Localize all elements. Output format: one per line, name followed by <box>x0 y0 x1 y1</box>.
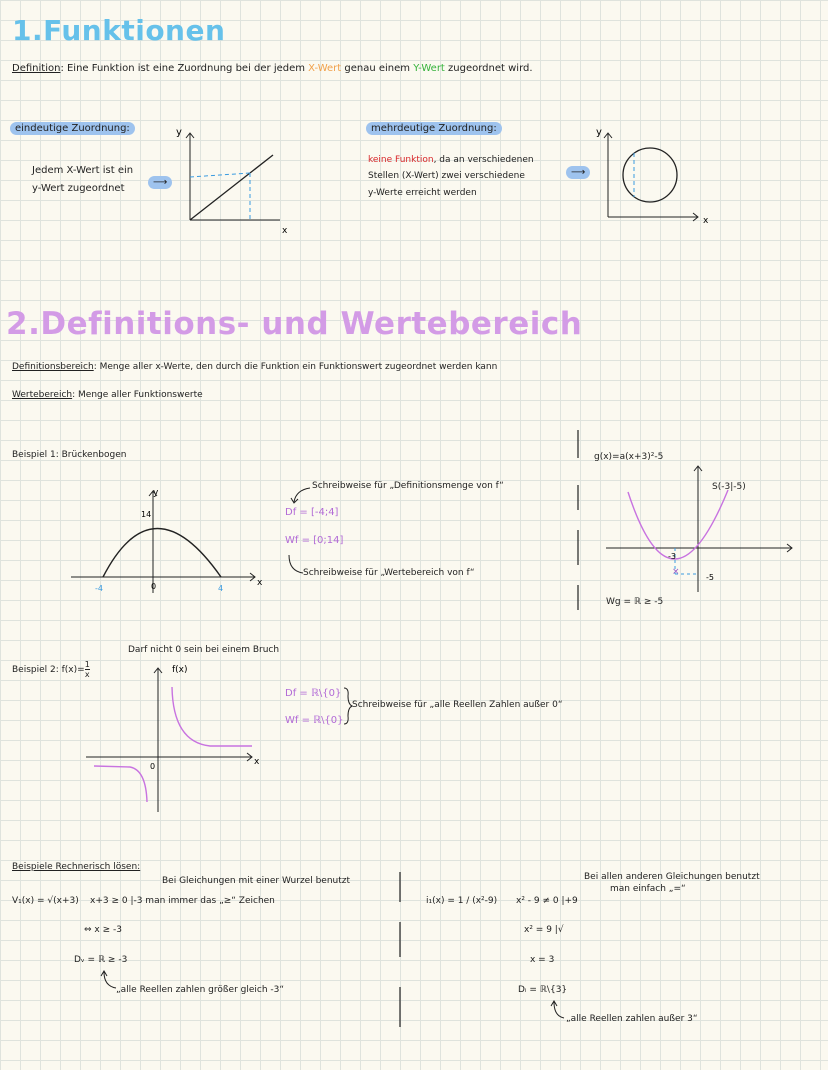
eindeutig-text2: y-Wert zugeordnet <box>32 183 125 194</box>
b2-zero: 0 <box>150 762 156 771</box>
note-other1: Bei allen anderen Gleichungen benutzt <box>584 872 760 882</box>
axis-x-label: x <box>282 226 288 236</box>
s-label: S(-3|-5) <box>712 482 746 492</box>
v-eq: x+3 ≥ 0 |-3 man immer das „≥“ Zeichen <box>90 896 275 906</box>
section3-label: Beispiele Rechnerisch lösen: <box>12 862 141 872</box>
eindeutig-label: eindeutige Zuordnung: <box>10 122 135 135</box>
g-graph <box>600 462 800 602</box>
definition-text-pre: : Eine Funktion ist eine Zuordnung bei der jedem <box>60 63 309 74</box>
b2-fx: f(x) <box>172 665 188 675</box>
note-werte: Schreibweise für „Wertebereich von f“ <box>303 568 475 578</box>
b1-top: 14 <box>141 510 152 519</box>
v-domain: Dᵥ = ℝ ≥ -3 <box>74 955 128 965</box>
note-def: Schreibweise für „Definitionsmenge von f“ <box>312 481 504 491</box>
wf-text: Wf = [0;14] <box>285 535 344 546</box>
section1-title: 1.Funktionen <box>12 14 226 47</box>
b2-frac-den: x <box>84 670 90 679</box>
section2-title: 2.Definitions- und Wertebereich <box>6 306 583 342</box>
def-text: : Menge aller x-Werte, den durch die Funktion ein Funktionswert zugeordnet werden kann <box>93 362 498 372</box>
df-text: Df = [-4;4] <box>285 507 339 518</box>
axis-y-label: y <box>176 127 182 138</box>
separator-right <box>576 430 580 635</box>
b2-label-text: Beispiel 2: f(x)= <box>12 665 85 675</box>
mehrdeutig-line3: y-Werte erreicht werden <box>368 188 477 198</box>
mehrdeutig-text1: , da an verschiedenen <box>433 155 534 165</box>
werte-line <box>12 390 203 400</box>
note-root: Bei Gleichungen mit einer Wurzel benutzt <box>162 876 351 886</box>
i-step2: x = 3 <box>530 955 555 965</box>
eindeutig-graph <box>170 125 290 235</box>
i-func: i₁(x) = 1 / (x²-9) <box>426 896 498 906</box>
v-func: V₁(x) = √(x+3) <box>12 896 79 906</box>
beispiel1-label: Beispiel 1: Brückenbogen <box>12 450 127 460</box>
b1-left: -4 <box>95 584 103 593</box>
b2-frac-num: 1 <box>84 660 90 669</box>
note-other2: man einfach „=“ <box>610 884 686 894</box>
wg-text: Wg = ℝ ≥ -5 <box>606 597 664 607</box>
beispiel1-graph <box>65 485 270 600</box>
x-word: X-Wert <box>308 63 342 74</box>
beispiel2-graph <box>80 662 270 817</box>
i-domain: Dᵢ = ℝ\{3} <box>518 985 568 995</box>
vertex-mark-icon: × <box>672 567 680 577</box>
b2-df: Df = ℝ\{0} <box>285 688 342 699</box>
b2-note2: Schreibweise für „alle Reellen Zahlen außer 0“ <box>352 700 563 710</box>
definition-line <box>12 63 533 74</box>
y-word: Y-Wert <box>413 63 445 74</box>
axis-y-label-2: y <box>596 127 602 138</box>
g-minus3: -3 <box>668 552 676 561</box>
v-step: ⇔ x ≥ -3 <box>84 925 122 935</box>
eindeutig-text1: Jedem X-Wert ist ein <box>32 165 134 176</box>
def-label: Definitionsbereich <box>12 362 94 372</box>
mehrdeutig-line2: Stellen (X-Wert) zwei verschiedene <box>368 171 525 181</box>
b1-zero: 0 <box>151 582 157 591</box>
i-step1: x² = 9 |√ <box>524 925 564 935</box>
mehrdeutig-graph <box>590 125 720 235</box>
axis-x-label-2: x <box>703 216 709 226</box>
definition-text-mid: genau einem <box>341 63 414 74</box>
werte-label: Wertebereich <box>12 390 73 400</box>
b2-x: x <box>254 757 260 767</box>
b2-note: Darf nicht 0 sein bei einem Bruch <box>128 645 280 655</box>
note-arrow-icon <box>290 486 315 506</box>
g-label: g(x)=a(x+3)²-5 <box>594 452 664 462</box>
b2-wf: Wf = ℝ\{0} <box>285 715 344 726</box>
def-line <box>12 362 497 372</box>
i-eq: x² - 9 ≠ 0 |+9 <box>516 896 578 906</box>
keine-funktion: keine Funktion <box>368 155 434 165</box>
werte-text: : Menge aller Funktionswerte <box>72 390 203 400</box>
b1-ylabel: y <box>153 488 159 498</box>
separator-bottom <box>398 872 402 1032</box>
v-note: „alle Reellen zahlen größer gleich -3“ <box>116 985 285 995</box>
arrow-icon-2: ⟶ <box>566 166 590 179</box>
arrow-icon: ⟶ <box>148 176 172 189</box>
mehrdeutig-label: mehrdeutige Zuordnung: <box>366 122 502 135</box>
beispiel2-label <box>12 660 90 679</box>
definition-text-post: zugeordnet wird. <box>444 63 533 74</box>
g-minus5: -5 <box>706 573 714 582</box>
b1-xlabel: x <box>257 578 263 588</box>
mehrdeutig-line1 <box>368 155 534 165</box>
b1-right: 4 <box>218 584 224 593</box>
i-note: „alle Reellen zahlen außer 3“ <box>566 1014 698 1024</box>
definition-label: Definition <box>12 63 61 74</box>
